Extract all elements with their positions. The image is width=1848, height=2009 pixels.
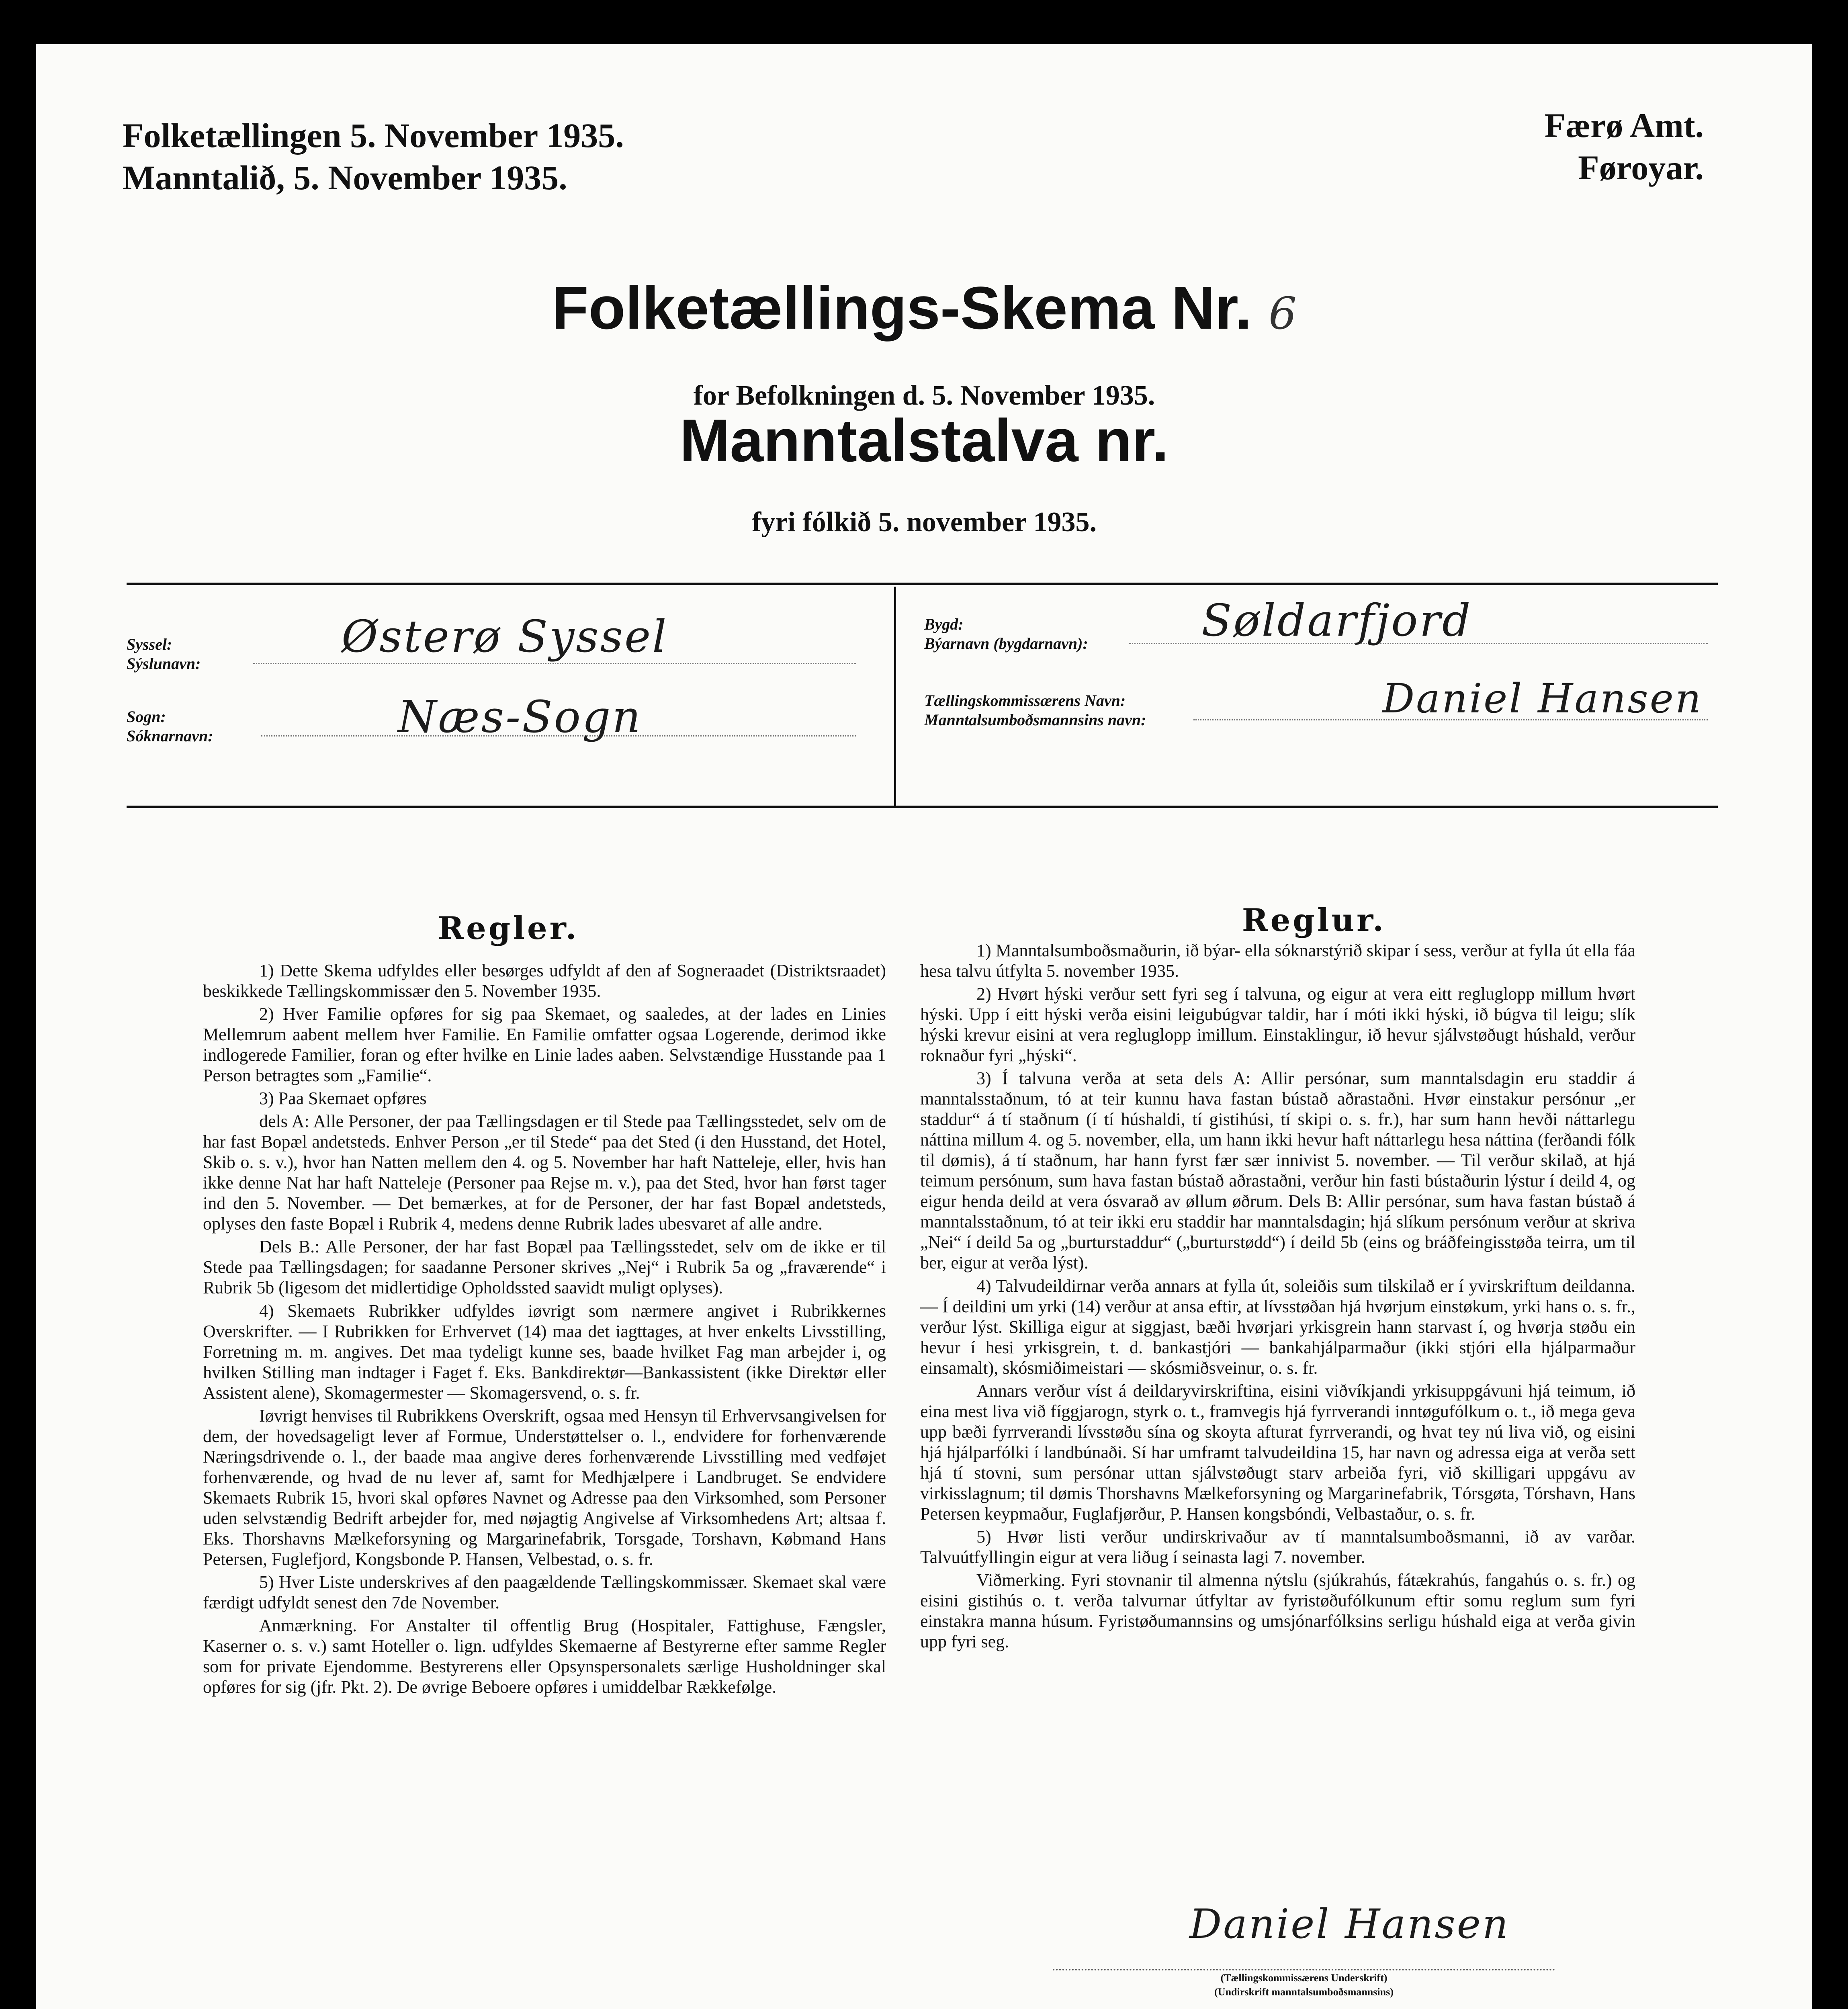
- form-title-text: Folketællings-Skema Nr.: [552, 274, 1252, 342]
- rule-da-note: Anmærkning. For Anstalter til offentlig Brug (Hospitaler, Fattighuse, Fængsler, Kaserner o. s. v.) samt Hoteller o. lign. udfyldes Skemaerne af Bestyrerne efter samme Regler som for private Ejendomme. Bestyrerens eller Opsynspersonalets særlige Husholdninger skal opføres for sig (jfr. Pkt. 2). De øvrige Beboere opføres i umiddelbar Rækkefølge.: [203, 1615, 886, 1697]
- form-title-faroese: Manntalstalva nr.: [679, 407, 1169, 474]
- rule-fo-4b: Annars verður víst á deildaryvirskriftina, eisini viðvíkjandi yrkisuppgávuni hjá teimum, ið eina mest liva við fíggjarogn, styrk o. t., framvegis hjá fyrrverandi inntøgufólkum o. t., ið mega geva upp bæði fyrrverandi lívsstøðu sína og skoyta afturat fyrrverandi, og hvat tey nú liva við, og eisini hjá hjálparfólki í landbúnaði. Sí har umframt talvudeildina 15, har navn og adressa eiga at verða sett hjá tí stovni, sum persónar uttan sjálvstøðugt starv arbeiða fyri, við skilligari uppgávu av virkisslagnum; til dømis Thorshavns Mælkeforsyning og Margarinefabrik, Tórsgøta, Tórshavn, Hans Petersen keypmaður, Fuglafjørður, P. Hansen kongsbóndi, Velbastaður, o. s. fr.: [920, 1381, 1635, 1524]
- census-form-sheet: [36, 44, 1812, 2009]
- rule-fo-4: 4) Talvudeildirnar verða annars at fylla út, soleiðis sum tilskilað er í yvirskriftum deildanna. — Í deildini um yrki (14) verður at ansa eftir, at lívsstøðan hjá hvørjum einstøkum, yrki hans o. s. fr., verður lýst. Skilliga eigur at siggjast, bæði hvørjari yrkisgrein hann starvast í, og hvørja støðu ein hevur í hesi yrkisgrein, t. d. bankastjóri — bankahjálparmaður (ikki stjóri ella hjálparmaður einsamalt), skósmiðimeistari — skósmiðsveinur, o. s. fr.: [920, 1276, 1635, 1378]
- rule-fo-1: 1) Manntalsumboðsmaðurin, ið býar- ella sóknarstýrið skipar í sess, verður at fylla út ella fáa hesa talvu útfylta 5. november 1935.: [920, 941, 1635, 981]
- rule-fo-3: 3) Í talvuna verða at seta dels A: Allir persónar, sum manntalsdagin eru staddir á manntalsstaðnum, tó at teir kunnu hava fastan bústað aðrastaðni. Hvør einstakur persónur „er staddur“ á tí staðnum (í tí húshaldi, tí gistihúsi, tí skipi o. s. fr.), har sum hann hevði náttarlegu náttina millum 4. og 5. november, ella, um hann ikki hevur haft náttarlegu hesa náttina (ferðandi fólk til dømis), á tí staðnum, har hann fyrst fær sær innivist 5. november. — Til verður skilað, at hjá teimum persónum, sum hava fastan bústað aðrastaðni, verður hin fasti bústaðurin lýstur í deild 4, og eigur henda deild at vera ósvarað av øllum øðrum. Dels B: Allir persónar, sum hava fastan bústað á manntalsstaðnum, tó at teir ikki eru staddir har manntalsdagin; hjá slíkum persónum verður at skriva „Nei“ í deild 5a og „burturstaddur“ („burturstødd“) í deild 5b (eins og bráðfeingisstøða teirra, um til ber, eigur at verða lýst).: [920, 1068, 1635, 1273]
- signature-line: [1053, 1969, 1555, 1970]
- rules-column-faroese: [920, 940, 1635, 1652]
- rule-da-1: 1) Dette Skema udfyldes eller besørges udfyldt af den af Sogneraadet (Distriktsraadet) beskikkede Tællingskommissær den 5. November 1935.: [203, 961, 886, 1001]
- rules-column-danish: [203, 960, 886, 1697]
- bottom-divider: [127, 806, 1718, 808]
- syssel-label: Syssel: Sýslunavn:: [127, 635, 201, 673]
- signature-caption: (Tællingskommissærens Underskrift) (Undirskrift manntalsumboðsmannsins): [1214, 1972, 1394, 1998]
- form-subtitle: for Befolkningen d. 5. November 1935.: [693, 380, 1155, 411]
- rule-da-4b: Iøvrigt henvises til Rubrikkens Overskrift, ogsaa med Hensyn til Erhvervsangivelsen for dem, der hovedsageligt lever af Formue, Understøttelser o. l., endvidere for forhenværende Næringsdrivende o. l., der baade maa angive deres forhenværende Livsstilling med vedføjet forhenværende, og hvad de nu lever af, samt for Medhjælpere i Landbruget. Se endvidere Skemaets Rubrik 15, hvori skal opføres Navnet og Adresse paa den Virksomhed, som Personer uden selvstændig Bedrift arbejder for, med nøjagtig Angivelse af Virksomhedens Art; altsaa f. Eks. Thorshavns Mælkeforsyning og Margarinefabrik, Torsgade, Torshavn, Købmand Hans Petersen, Fuglefjord, Kongsbonde P. Hansen, Velbestad, o. s. fr.: [203, 1405, 886, 1569]
- rule-fo-5: 5) Hvør listi verður undirskrivaður av tí manntalsumboðsmanni, ið av varðar. Talvuútfyllingin eigur at vera liðug í seinasta lagi 7. november.: [920, 1526, 1635, 1567]
- bygd-label: Bygd: Býarnavn (bygdarnavn):: [924, 615, 1088, 653]
- header-right-line1: Færø Amt.: [1544, 106, 1704, 145]
- bygd-value: Søldarfjord: [1201, 595, 1472, 646]
- signature-handwritten: Daniel Hansen: [1189, 1901, 1510, 1948]
- header-left-line2: Manntalið, 5. November 1935.: [123, 158, 567, 197]
- fields-vertical-divider: [894, 587, 896, 806]
- rule-da-2: 2) Hver Familie opføres for sig paa Skemaet, og saaledes, at der lades en Linies Mellemrum aabent mellem hver Familie. En Familie omfatter ogsaa Logerende, derimod ikke indlogerede Familier, foran og efter hvilke en Linie lades aaben. Selvstændige Husstande paa 1 Person betragtes som „Familie“.: [203, 1004, 886, 1086]
- form-number-handwritten: 6: [1268, 288, 1297, 339]
- header-right: [1483, 104, 1704, 189]
- top-divider: [127, 583, 1718, 585]
- header-right-line2: Føroyar.: [1578, 148, 1704, 187]
- rule-da-3a: dels A: Alle Personer, der paa Tællingsdagen er til Stede paa Tællingsstedet, selv om de har fast Bopæl andetsteds. Enhver Person „er til Stede“ paa det Sted (i den Husstand, det Hotel, Skib o. s. v.), hvor han Natten mellem den 4. og 5. November har haft Natteleje, eller, hvis han ikke denne Nat har haft Natteleje (Personer paa Rejse m. v.), paa det Sted, hvor han først tager ind den 5. November. — Det bemærkes, at for de Personer, der har fast Bopæl andetsteds, oplyses den faste Bopæl i Rubrik 4, medens denne Rubrik lades ubesvaret af alle andre.: [203, 1111, 886, 1234]
- rule-da-5: 5) Hver Liste underskrives af den paagældende Tællingskommissær. Skemaet skal være færdigt udfyldt senest den 7de November.: [203, 1572, 886, 1612]
- syssel-value: Østerø Syssel: [342, 611, 668, 662]
- rule-da-3: 3) Paa Skemaet opføres: [259, 1088, 427, 1109]
- rule-da-4: 4) Skemaets Rubrikker udfyldes iøvrigt som nærmere angivet i Rubrikkernes Overskrifter. — I Rubrikken for Erhvervet (14) maa det iagttages, at hver enkelts Livsstilling, Forretning m. m. angives. Det maa tydeligt kunne ses, baade hvilket Fag man arbejder i, og hvilken Stilling man indtager i Faget f. Eks. Bankdirektør—Bankassistent (ikke Direktør eller Assistent alene), Skomagermester — Skomagersvend, o. s. fr.: [203, 1301, 886, 1403]
- form-subtitle-faroese: fyri fólkið 5. november 1935.: [751, 507, 1097, 538]
- header-left-line1: Folketællingen 5. November 1935.: [123, 116, 624, 155]
- rules-heading-danish: Regler.: [438, 910, 579, 947]
- sogn-value: Næs-Sogn: [398, 691, 643, 743]
- header-left: [123, 115, 624, 199]
- syssel-dotted-line: [253, 663, 856, 664]
- kommissaer-label: Tællingskommissærens Navn: Manntalsumboðsmannsins navn:: [924, 691, 1146, 729]
- rule-fo-note: Viðmerking. Fyri stovnanir til almenna nýtslu (sjúkrahús, fátækrahús, fangahús o. s. fr.) og eisini gistihús o. t. verða talvurnar útfyltar av fyristøðufólkunum eftir somu reglum sum fyri einstakra manna húsum. Fyristøðumannsins og umsjónarfólksins serligu húshald eiga at verða givin upp fyri seg.: [920, 1570, 1635, 1652]
- rules-heading-faroese: Reglur.: [1242, 902, 1386, 939]
- rule-fo-2: 2) Hvørt hýski verður sett fyri seg í talvuna, og eigur at vera eitt regluglopp millum hvørt hýski. Upp í eitt hýski verða eisini leigubúgvar taldir, har í móti ikki hýski, ið búgva til leigu; slík hýski krevur eisini at vera regluglopp imillum. Einstaklingur, ið hevur sjálvstøðugt húshald, verður roknaður fyri „hýski“.: [920, 984, 1635, 1066]
- rule-da-3b: Dels B.: Alle Personer, der har fast Bopæl paa Tællingsstedet, selv om de ikke er til Stede paa Tællingsdagen; for saadanne Personer skrives „Nej“ i Rubrik 5a og „fraværende“ i Rubrik 5b (ligesom det midlertidige Opholdssted saavidt muligt oplyses).: [203, 1237, 886, 1298]
- kommissaer-value: Daniel Hansen: [1382, 675, 1703, 722]
- sogn-label: Sogn: Sóknarnavn:: [127, 708, 213, 745]
- form-title: [36, 273, 1812, 343]
